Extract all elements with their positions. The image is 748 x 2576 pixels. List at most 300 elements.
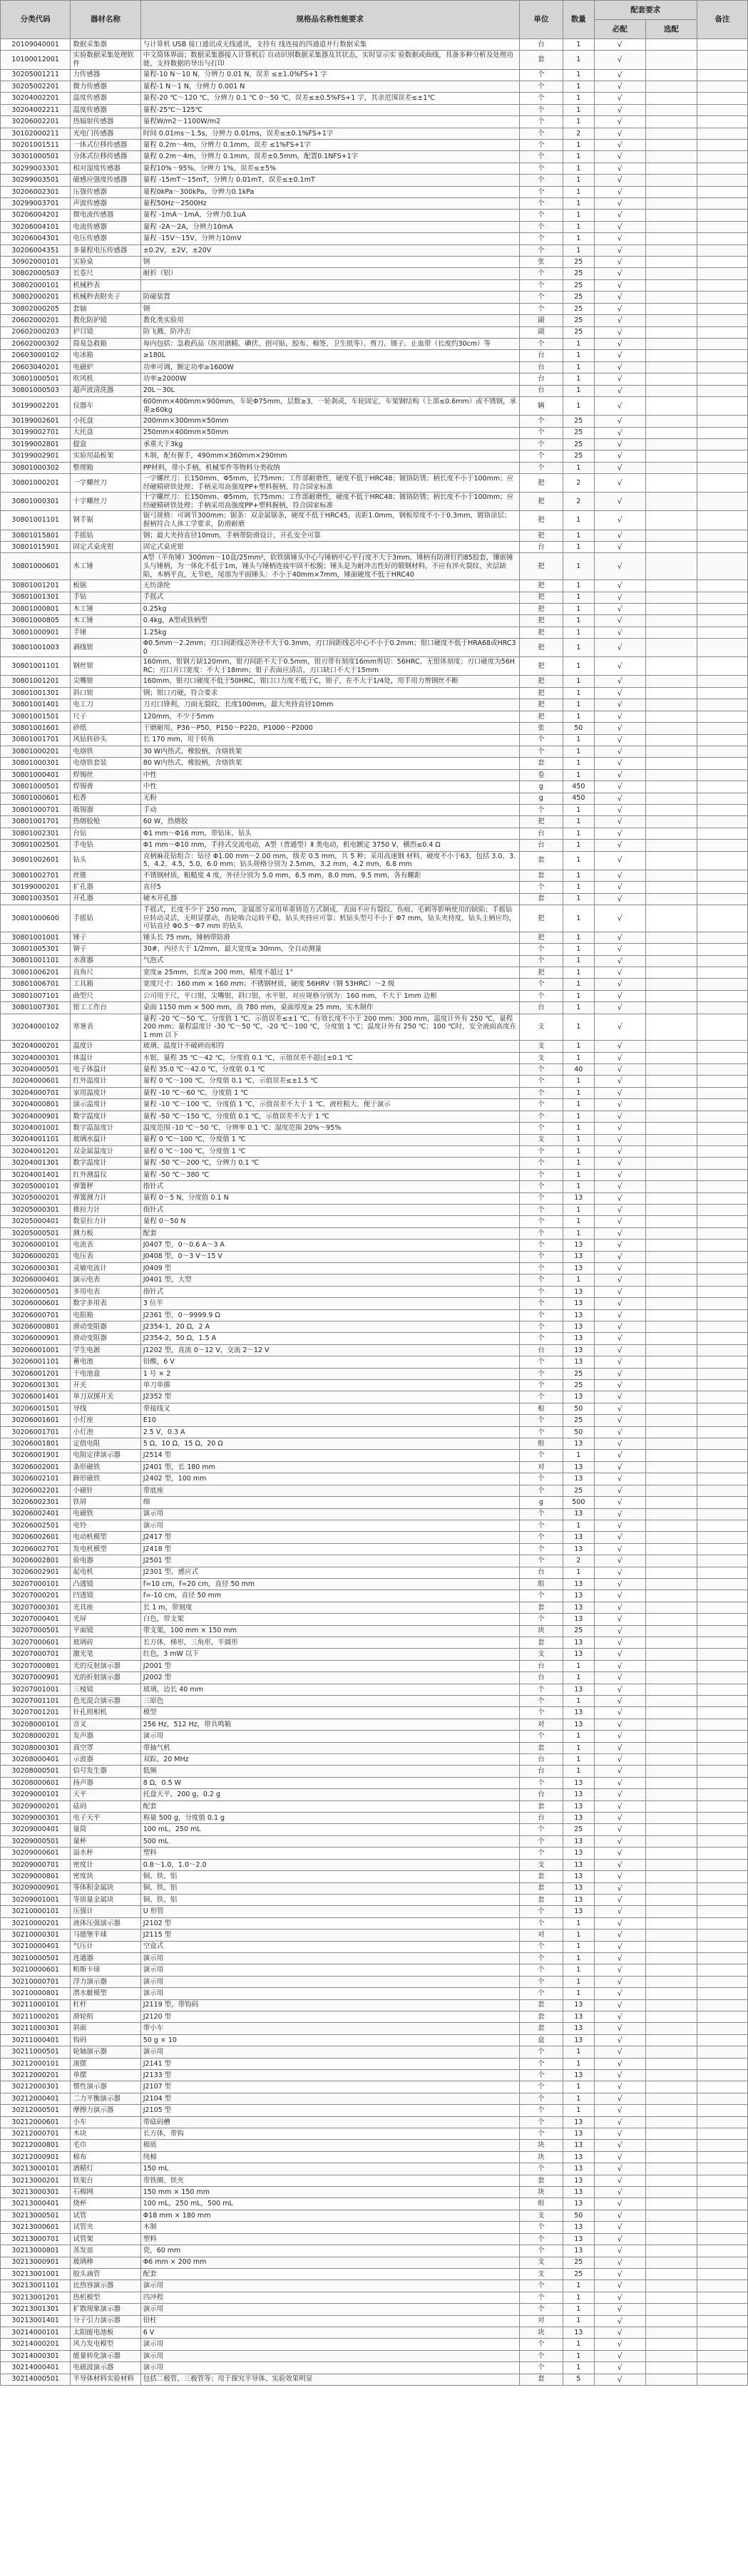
- item-qty: 1: [563, 979, 594, 990]
- item-code: 30801001003: [1, 639, 71, 657]
- item-qty: 1: [563, 1754, 594, 1766]
- item-spec: 长方体，带钩: [140, 2128, 519, 2140]
- table-row: [1, 1111, 748, 1122]
- item-unit: 个: [519, 1473, 563, 1485]
- item-spec: 演示用: [140, 1952, 519, 1964]
- item-required: √: [594, 151, 645, 163]
- item-unit: 个: [519, 1145, 563, 1157]
- item-unit: 个: [519, 944, 563, 955]
- table-row: [1, 1602, 748, 1613]
- item-unit: 个: [519, 1286, 563, 1297]
- item-unit: 把: [519, 967, 563, 978]
- header-required: 必配: [594, 20, 645, 39]
- item-code: 30213000301: [1, 2187, 71, 2198]
- item-qty: 13: [563, 1614, 594, 1625]
- item-code: 30902000101: [1, 257, 71, 268]
- item-note: [697, 2245, 747, 2257]
- item-spec: 长 1 m，带刻度: [140, 1602, 519, 1613]
- item-unit: 把: [519, 511, 563, 530]
- table-row: [1, 1614, 748, 1625]
- item-qty: 1: [563, 350, 594, 361]
- item-optional: [645, 1403, 697, 1414]
- item-optional: [645, 603, 697, 614]
- item-optional: [645, 723, 697, 734]
- item-qty: 25: [563, 315, 594, 326]
- item-unit: 把: [519, 699, 563, 711]
- item-required: √: [594, 603, 645, 614]
- item-name: 演示温度计: [71, 1099, 140, 1111]
- item-code: 30801001701: [1, 816, 71, 828]
- item-optional: [645, 438, 697, 450]
- item-code: 30207000601: [1, 1637, 71, 1648]
- item-name: 小车: [71, 2116, 140, 2128]
- item-note: [697, 1614, 747, 1625]
- item-spec: 长方体，梯形，三角形，半圆形: [140, 1637, 519, 1648]
- item-unit: 根: [519, 1403, 563, 1414]
- item-unit: 个: [519, 233, 563, 244]
- table-row: [1, 1754, 748, 1766]
- item-code: 30801000601: [1, 793, 71, 804]
- item-qty: 1: [563, 639, 594, 657]
- item-required: √: [594, 1952, 645, 1964]
- table-row: [1, 1520, 748, 1531]
- item-spec: 托盘天平，200 g，0.2 g: [140, 1789, 519, 1800]
- item-note: [697, 2175, 747, 2186]
- item-required: √: [594, 350, 645, 361]
- item-qty: 1: [563, 338, 594, 349]
- item-name: 铁架台: [71, 2175, 140, 2186]
- item-note: [697, 81, 747, 92]
- item-spec: 塑料: [140, 1848, 519, 1859]
- item-required: √: [594, 1754, 645, 1766]
- table-row: [1, 2210, 748, 2221]
- item-unit: 个: [519, 1216, 563, 1227]
- item-code: 30214000301: [1, 2350, 71, 2361]
- item-note: [697, 1859, 747, 1870]
- item-optional: [645, 450, 697, 462]
- item-optional: [645, 1415, 697, 1426]
- item-required: √: [594, 2023, 645, 2034]
- item-optional: [645, 1485, 697, 1496]
- item-qty: 13: [563, 2116, 594, 2128]
- item-code: 30213000101: [1, 2163, 71, 2175]
- item-spec: 木制，配有握手，490mm×360mm×290mm: [140, 450, 519, 462]
- item-required: √: [594, 2046, 645, 2058]
- item-unit: 套: [519, 2374, 563, 2385]
- item-required: √: [594, 734, 645, 746]
- item-note: [697, 699, 747, 711]
- item-required: √: [594, 1052, 645, 1063]
- item-name: 电阻定律演示器: [71, 1450, 140, 1461]
- item-spec: 演示用: [140, 2304, 519, 2315]
- item-code: 30206001501: [1, 1403, 71, 1414]
- item-qty: 1: [563, 932, 594, 943]
- item-qty: 1: [563, 1450, 594, 1461]
- item-optional: [645, 1204, 697, 1215]
- item-qty: 50: [563, 723, 594, 734]
- item-unit: 台: [519, 1660, 563, 1671]
- item-spec: 100 mL，250 mL，500 mL: [140, 2198, 519, 2210]
- item-optional: [645, 1123, 697, 1134]
- item-qty: 25: [563, 1380, 594, 1391]
- item-required: √: [594, 1485, 645, 1496]
- item-optional: [645, 1227, 697, 1239]
- item-unit: 把: [519, 615, 563, 627]
- item-unit: 个: [519, 1309, 563, 1321]
- item-optional: [645, 1999, 697, 2011]
- table-row: [1, 315, 748, 326]
- table-row: [1, 1976, 748, 1987]
- table-row: [1, 1356, 748, 1368]
- item-spec: 无粉: [140, 793, 519, 804]
- item-qty: 13: [563, 1707, 594, 1719]
- item-required: √: [594, 723, 645, 734]
- item-required: √: [594, 2257, 645, 2268]
- item-required: √: [594, 163, 645, 174]
- item-required: √: [594, 882, 645, 893]
- item-spec: 铅酸，6 V: [140, 1356, 519, 1368]
- item-optional: [645, 1684, 697, 1695]
- item-name: 护目镜: [71, 326, 140, 338]
- item-code: 20602000302: [1, 338, 71, 349]
- item-name: 密度计: [71, 1859, 140, 1870]
- item-required: √: [594, 2210, 645, 2221]
- item-code: 30199002801: [1, 438, 71, 450]
- item-name: 多用电表: [71, 1286, 140, 1297]
- item-qty: 13: [563, 2233, 594, 2245]
- item-unit: 支: [519, 1052, 563, 1063]
- item-unit: 台: [519, 39, 563, 51]
- item-name: 砂纸: [71, 723, 140, 734]
- item-required: √: [594, 1649, 645, 1660]
- item-required: √: [594, 1123, 645, 1134]
- item-spec: 量程 35.0 ℃～42.0 ℃，分度值 0.1 ℃: [140, 1064, 519, 1076]
- table-row: [1, 186, 748, 197]
- item-required: √: [594, 1356, 645, 1368]
- item-spec: 演示用: [140, 1508, 519, 1520]
- item-note: [697, 676, 747, 687]
- item-code: 30199002901: [1, 450, 71, 462]
- table-row: [1, 1204, 748, 1215]
- item-note: [697, 592, 747, 603]
- item-code: 30206000501: [1, 1286, 71, 1297]
- item-unit: 个: [519, 1590, 563, 1602]
- item-spec: 细: [140, 1497, 519, 1508]
- item-code: 30212000601: [1, 2116, 71, 2128]
- item-required: √: [594, 474, 645, 493]
- table-row: [1, 104, 748, 115]
- item-code: 30801000501: [1, 373, 71, 385]
- item-unit: 个: [519, 1906, 563, 1917]
- table-row: [1, 1227, 748, 1239]
- item-code: 30212000901: [1, 2151, 71, 2163]
- item-code: 30209000101: [1, 1789, 71, 1800]
- item-qty: 13: [563, 1835, 594, 1847]
- item-spec: 无纺涤纶: [140, 580, 519, 592]
- item-spec: J2105 型: [140, 2105, 519, 2116]
- item-spec: 150 mL: [140, 2163, 519, 2175]
- item-qty: 1: [563, 893, 594, 905]
- item-qty: 1: [563, 1976, 594, 1987]
- item-name: 音叉: [71, 1719, 140, 1730]
- item-spec: 0.25kg: [140, 603, 519, 614]
- table-row: [1, 1964, 748, 1976]
- item-unit: 个: [519, 198, 563, 210]
- item-name: 木工锤: [71, 553, 140, 580]
- item-unit: 支: [519, 1014, 563, 1041]
- table-row: [1, 734, 748, 746]
- item-spec: 包括二极管、三极管等；用于探究半导体、实验效果明显: [140, 2374, 519, 2385]
- item-unit: 个: [519, 1123, 563, 1134]
- item-optional: [645, 1649, 697, 1660]
- item-spec: J0408 型，0～3 V～15 V: [140, 1251, 519, 1262]
- item-spec: 硬木开孔器: [140, 893, 519, 905]
- item-name: 工具箱: [71, 979, 140, 990]
- item-code: 30206001701: [1, 1426, 71, 1438]
- item-unit: 台: [519, 1754, 563, 1766]
- item-code: 30206004351: [1, 244, 71, 256]
- item-optional: [645, 2116, 697, 2128]
- item-required: √: [594, 1333, 645, 1344]
- item-code: 30801001301: [1, 687, 71, 699]
- item-optional: [645, 1064, 697, 1076]
- item-note: [697, 758, 747, 769]
- item-code: 30801007301: [1, 1002, 71, 1014]
- item-code: 30204000901: [1, 1111, 71, 1122]
- item-optional: [645, 1450, 697, 1461]
- item-name: 木块: [71, 2128, 140, 2140]
- item-required: √: [594, 676, 645, 687]
- item-note: [697, 2058, 747, 2069]
- table-row: [1, 711, 748, 722]
- item-optional: [645, 140, 697, 151]
- item-note: [697, 1660, 747, 1671]
- item-unit: 台: [519, 350, 563, 361]
- item-required: √: [594, 1637, 645, 1648]
- item-note: [697, 1672, 747, 1684]
- item-note: [697, 210, 747, 221]
- item-required: √: [594, 1251, 645, 1262]
- table-row: [1, 1438, 748, 1450]
- item-spec: 量程-20 ℃～120 ℃，分辨力 0.1 ℃ 0～50 ℃，误差≤±0.5%FS+1 字，其余范围误差≤±1℃: [140, 93, 519, 104]
- item-qty: 50: [563, 1426, 594, 1438]
- item-name: 半导体材料实验材料: [71, 2374, 140, 2385]
- table-row: [1, 1731, 748, 1742]
- item-required: √: [594, 2116, 645, 2128]
- item-required: √: [594, 2327, 645, 2338]
- item-qty: 1: [563, 2046, 594, 2058]
- table-row: [1, 793, 748, 804]
- item-code: 30802000503: [1, 268, 71, 279]
- item-qty: 13: [563, 2023, 594, 2034]
- item-spec: 量程 -15mT～15mT，分辨力 0.01mT，误差≤±0.1mT: [140, 175, 519, 186]
- item-code: 30801000201: [1, 474, 71, 493]
- item-optional: [645, 361, 697, 373]
- item-note: [697, 1520, 747, 1531]
- item-optional: [645, 292, 697, 303]
- item-code: 30801001101: [1, 955, 71, 967]
- item-qty: 13: [563, 1251, 594, 1262]
- item-qty: 5: [563, 2374, 594, 2385]
- item-spec: J2361 型，0～9999.9 Ω: [140, 1309, 519, 1321]
- item-name: 轮轴演示器: [71, 2046, 140, 2058]
- item-unit: 套: [519, 758, 563, 769]
- item-qty: 1: [563, 603, 594, 614]
- item-name: 小托盘: [71, 416, 140, 427]
- item-name: 长卷尺: [71, 268, 140, 279]
- table-row: [1, 816, 748, 828]
- item-note: [697, 542, 747, 553]
- item-note: [697, 828, 747, 839]
- item-code: 30204000201: [1, 1041, 71, 1052]
- item-note: [697, 128, 747, 139]
- item-name: 电压传感器: [71, 233, 140, 244]
- item-spec: J2354-2，50 Ω，1.5 A: [140, 1333, 519, 1344]
- item-qty: 2: [563, 474, 594, 493]
- item-spec: 3 位半: [140, 1298, 519, 1309]
- item-note: [697, 687, 747, 699]
- item-code: 30209000601: [1, 1848, 71, 1859]
- item-required: √: [594, 1777, 645, 1788]
- item-required: √: [594, 1309, 645, 1321]
- item-optional: [645, 851, 697, 870]
- item-spec: J2402 型，100 mm: [140, 1473, 519, 1485]
- item-spec: 钢；钳口刃硬，符合要求: [140, 687, 519, 699]
- item-name: 试管架: [71, 2233, 140, 2245]
- item-note: [697, 396, 747, 415]
- item-spec: 量程 0.2m～4m，分辨力 0.1mm，误差±0.5mm，配置0.1NFS+1字: [140, 151, 519, 163]
- item-required: √: [594, 967, 645, 978]
- item-qty: 1: [563, 233, 594, 244]
- item-spec: 演示用: [140, 1520, 519, 1531]
- item-name: 电冰箱: [71, 350, 140, 361]
- item-spec: J2352 型: [140, 1391, 519, 1403]
- item-optional: [645, 639, 697, 657]
- item-spec: 1.25kg: [140, 627, 519, 638]
- table-row: [1, 1567, 748, 1578]
- header-unit: 单位: [519, 1, 563, 39]
- item-spec: 防飞溅、防冲击: [140, 326, 519, 338]
- table-row: [1, 1696, 748, 1707]
- item-spec: 三原色: [140, 1696, 519, 1707]
- item-spec: 量程-1 N～1 N，分辨力 0.001 N: [140, 81, 519, 92]
- item-required: √: [594, 210, 645, 221]
- item-name: 电工刀: [71, 699, 140, 711]
- item-spec: 水银，量程 35 ℃～42 ℃，分度值 0.1 ℃，示值误差不超过±0.1 ℃: [140, 1052, 519, 1063]
- item-unit: 个: [519, 1415, 563, 1426]
- item-required: √: [594, 1930, 645, 1941]
- item-code: 30801001501: [1, 711, 71, 722]
- item-optional: [645, 1322, 697, 1333]
- table-row: [1, 244, 748, 256]
- item-spec: 演示用: [140, 1988, 519, 1999]
- table-row: [1, 2023, 748, 2034]
- item-required: √: [594, 746, 645, 757]
- item-optional: [645, 1158, 697, 1169]
- item-required: √: [594, 186, 645, 197]
- item-name: 试管夹: [71, 2222, 140, 2233]
- item-code: 30206001401: [1, 1391, 71, 1403]
- item-code: 30205000201: [1, 1192, 71, 1204]
- item-note: [697, 1099, 747, 1111]
- table-row: [1, 723, 748, 734]
- item-optional: [645, 1590, 697, 1602]
- item-optional: [645, 1461, 697, 1473]
- item-optional: [645, 627, 697, 638]
- item-code: 30207001201: [1, 1707, 71, 1719]
- item-qty: 1: [563, 1158, 594, 1169]
- item-optional: [645, 1988, 697, 1999]
- item-note: [697, 2362, 747, 2374]
- table-row: [1, 932, 748, 943]
- item-required: √: [594, 2292, 645, 2303]
- item-name: 导线: [71, 1403, 140, 1414]
- table-row: [1, 2268, 748, 2279]
- item-optional: [645, 1298, 697, 1309]
- table-row: [1, 1497, 748, 1508]
- item-required: √: [594, 1719, 645, 1730]
- item-code: 30206000301: [1, 1262, 71, 1274]
- table-row: [1, 1578, 748, 1590]
- item-spec: 钢；最大夹持直径10mm，手柄带防滑设计，开孔安全可靠: [140, 530, 519, 541]
- item-unit: 把: [519, 711, 563, 722]
- item-qty: 1: [563, 1742, 594, 1753]
- item-qty: 1: [563, 1134, 594, 1145]
- item-unit: 个: [519, 438, 563, 450]
- item-note: [697, 1777, 747, 1788]
- item-required: √: [594, 1532, 645, 1543]
- item-note: [697, 1543, 747, 1555]
- item-unit: 个: [519, 2280, 563, 2292]
- item-note: [697, 1322, 747, 1333]
- item-qty: 13: [563, 2070, 594, 2081]
- item-optional: [645, 1976, 697, 1987]
- item-required: √: [594, 1415, 645, 1426]
- item-name: 连通器: [71, 1952, 140, 1964]
- item-optional: [645, 2350, 697, 2361]
- item-note: [697, 2128, 747, 2140]
- item-unit: 个: [519, 2292, 563, 2303]
- item-qty: 13: [563, 1309, 594, 1321]
- item-note: [697, 1894, 747, 1905]
- item-qty: 1: [563, 967, 594, 978]
- item-name: 小灯座: [71, 1415, 140, 1426]
- item-name: 电烙铁套装: [71, 758, 140, 769]
- item-note: [697, 1076, 747, 1087]
- item-qty: 1: [563, 2315, 594, 2327]
- item-qty: 1: [563, 140, 594, 151]
- item-spec: 十字螺丝刀：长150mm、Φ5mm，长75mm；工作部耐磨性，硬度不低于HRC48；镀铬防锈；柄长度不小于100mm；应经硬精研铁处理；手柄采用高强度PP+塑料握柄，符合国家标准: [140, 493, 519, 511]
- item-unit: 个: [519, 1356, 563, 1368]
- item-name: 松香: [71, 793, 140, 804]
- item-name: 试管: [71, 2210, 140, 2221]
- item-optional: [645, 2245, 697, 2257]
- item-name: 色光混合演示器: [71, 1696, 140, 1707]
- table-row: [1, 1123, 748, 1134]
- item-name: 滑动变阻器: [71, 1322, 140, 1333]
- item-note: [697, 979, 747, 990]
- item-qty: 1: [563, 175, 594, 186]
- item-required: √: [594, 1181, 645, 1192]
- table-row: [1, 2187, 748, 2198]
- item-note: [697, 1789, 747, 1800]
- item-name: 开关: [71, 1380, 140, 1391]
- item-unit: 个: [519, 1485, 563, 1496]
- item-required: √: [594, 944, 645, 955]
- item-note: [697, 769, 747, 780]
- item-name: 板锯: [71, 580, 140, 592]
- item-spec: 量程 0.2m～4m，分辨力 0.1mm，误差 ≤1%FS+1字: [140, 140, 519, 151]
